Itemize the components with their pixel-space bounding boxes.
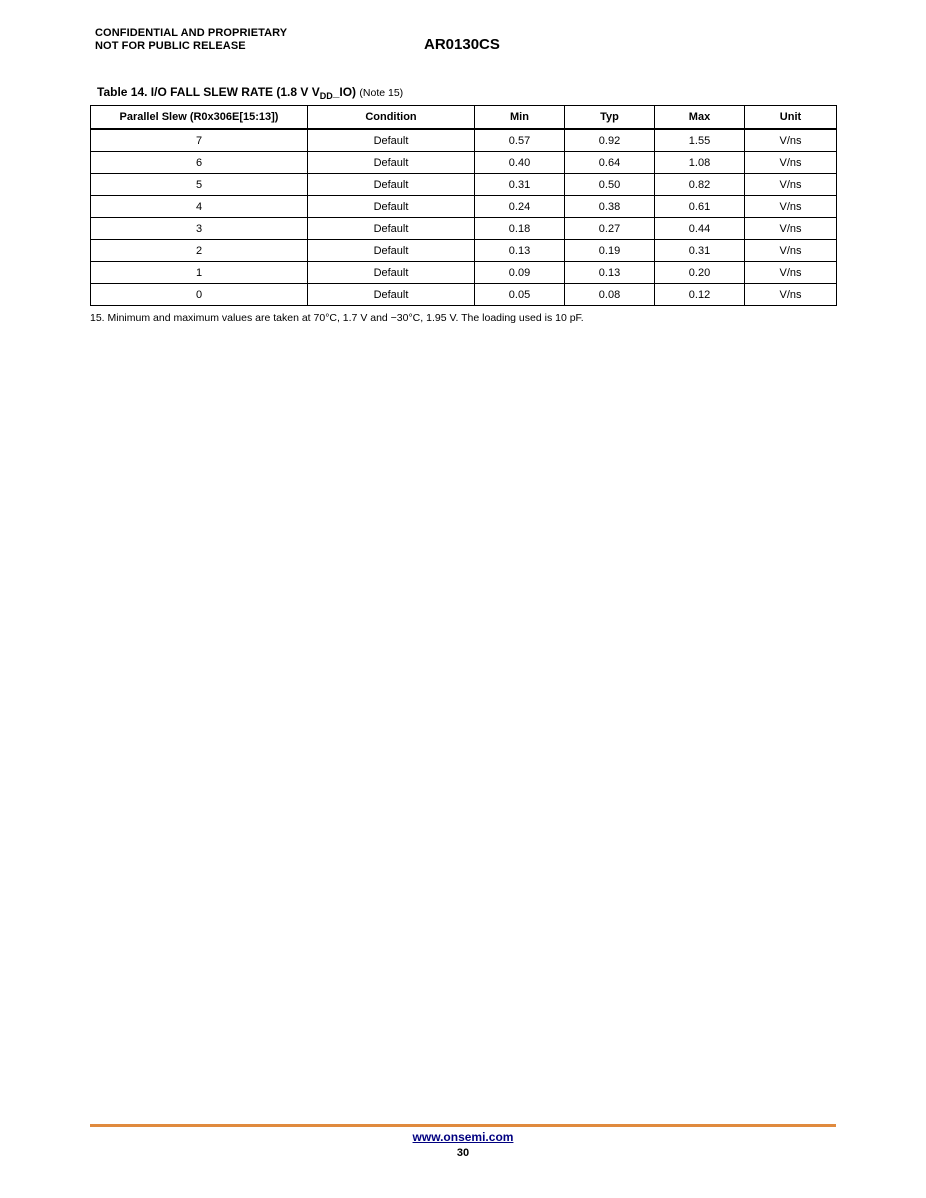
cell-min: 0.13 <box>475 240 565 262</box>
cell-unit: V/ns <box>745 174 837 196</box>
table-row <box>91 284 837 306</box>
column-header-min: Min <box>475 106 565 130</box>
cell-parallel-slew: 4 <box>91 196 308 218</box>
table-caption-note: (Note 15) <box>359 87 404 99</box>
column-header-max: Max <box>655 106 745 130</box>
cell-min: 0.31 <box>475 174 565 196</box>
cell-parallel-slew: 0 <box>91 284 308 306</box>
cell-parallel-slew: 7 <box>91 129 308 152</box>
cell-parallel-slew: 2 <box>91 240 308 262</box>
cell-typ: 0.19 <box>565 240 655 262</box>
cell-condition: Default <box>308 240 475 262</box>
confidential-line-2: NOT FOR PUBLIC RELEASE <box>95 40 246 52</box>
table-row <box>91 240 837 262</box>
cell-typ: 0.08 <box>565 284 655 306</box>
cell-typ: 0.38 <box>565 196 655 218</box>
table-caption <box>97 85 403 101</box>
cell-max: 0.31 <box>655 240 745 262</box>
column-header-condition: Condition <box>308 106 475 130</box>
column-header-typ: Typ <box>565 106 655 130</box>
table-row <box>91 174 837 196</box>
table-row <box>91 218 837 240</box>
cell-condition: Default <box>308 196 475 218</box>
cell-min: 0.40 <box>475 152 565 174</box>
document-title: AR0130CS <box>424 36 500 53</box>
cell-min: 0.09 <box>475 262 565 284</box>
cell-max: 0.61 <box>655 196 745 218</box>
onsemi-website-link[interactable]: www.onsemi.com <box>412 1130 514 1144</box>
cell-condition: Default <box>308 218 475 240</box>
column-header-parallel-slew: Parallel Slew (R0x306E[15:13]) <box>91 106 308 130</box>
table-row <box>91 196 837 218</box>
cell-min: 0.18 <box>475 218 565 240</box>
cell-max: 0.12 <box>655 284 745 306</box>
cell-unit: V/ns <box>745 240 837 262</box>
cell-condition: Default <box>308 262 475 284</box>
slew-rate-table <box>90 105 837 306</box>
cell-condition: Default <box>308 174 475 196</box>
cell-unit: V/ns <box>745 129 837 152</box>
confidential-notice <box>95 27 287 53</box>
cell-unit: V/ns <box>745 284 837 306</box>
cell-max: 1.55 <box>655 129 745 152</box>
footer-divider <box>90 1124 836 1127</box>
cell-typ: 0.64 <box>565 152 655 174</box>
cell-unit: V/ns <box>745 152 837 174</box>
table-header-row <box>91 106 837 130</box>
cell-condition: Default <box>308 152 475 174</box>
table-footnote: 15. Minimum and maximum values are taken at 70°C, 1.7 V and −30°C, 1.95 V. The loading used is 10 pF. <box>90 312 584 324</box>
cell-condition: Default <box>308 129 475 152</box>
cell-max: 1.08 <box>655 152 745 174</box>
cell-max: 0.44 <box>655 218 745 240</box>
cell-unit: V/ns <box>745 196 837 218</box>
cell-typ: 0.50 <box>565 174 655 196</box>
cell-condition: Default <box>308 284 475 306</box>
column-header-unit: Unit <box>745 106 837 130</box>
table-caption-subscript: DD <box>319 91 333 101</box>
cell-min: 0.24 <box>475 196 565 218</box>
cell-unit: V/ns <box>745 262 837 284</box>
page-number: 30 <box>456 1147 470 1159</box>
cell-typ: 0.13 <box>565 262 655 284</box>
cell-unit: V/ns <box>745 218 837 240</box>
cell-parallel-slew: 3 <box>91 218 308 240</box>
table-row <box>91 129 837 152</box>
cell-typ: 0.92 <box>565 129 655 152</box>
cell-min: 0.05 <box>475 284 565 306</box>
cell-max: 0.82 <box>655 174 745 196</box>
cell-typ: 0.27 <box>565 218 655 240</box>
confidential-line-1: CONFIDENTIAL AND PROPRIETARY <box>95 27 288 39</box>
table-row <box>91 152 837 174</box>
cell-min: 0.57 <box>475 129 565 152</box>
cell-max: 0.20 <box>655 262 745 284</box>
cell-parallel-slew: 5 <box>91 174 308 196</box>
table-caption-prefix: Table 14. I/O FALL SLEW RATE (1.8 V V <box>97 85 320 99</box>
table-caption-suffix: _IO) <box>332 85 357 99</box>
cell-parallel-slew: 6 <box>91 152 308 174</box>
table-row <box>91 262 837 284</box>
cell-parallel-slew: 1 <box>91 262 308 284</box>
